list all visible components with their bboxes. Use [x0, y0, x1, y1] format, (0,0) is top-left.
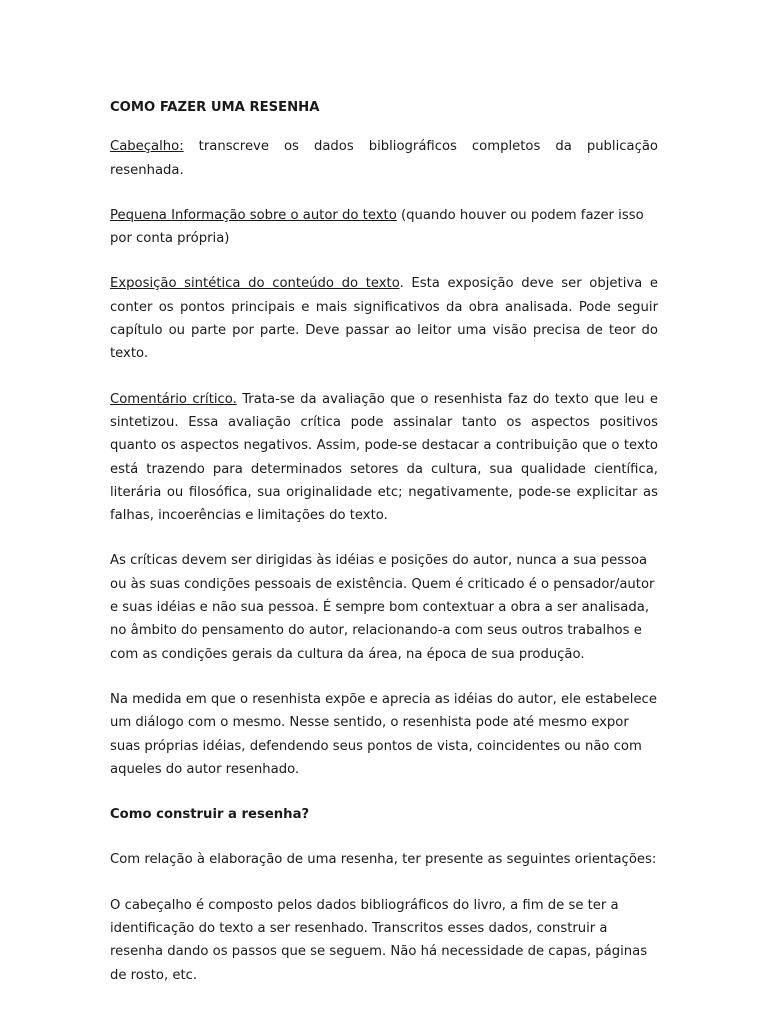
paragraph-exposicao [110, 272, 658, 365]
paragraph-label: Exposição sintética do conteúdo do texto [110, 276, 400, 292]
section-subtitle: Como construir a resenha? [110, 807, 310, 823]
paragraph-orientacoes: Com relação à elaboração de uma resenha, ter presente as seguintes orientações: [110, 852, 657, 868]
paragraph-autor [110, 204, 658, 251]
paragraph-text: Trata-se da avaliação que o resenhista faz do texto que leu e sintetizou. Essa avaliação crítica pode assinalar tanto os aspectos positivos quanto os aspectos negativos. Assim, pode-se destacar a contribuição que o texto está trazendo para determinados setores da cultura, sua qualidade científica, literária ou filosófica, sua originalidade etc; negativamente, pode-se explicitar as falhas, incoerências e limitações do texto. [110, 391, 658, 524]
paragraph-criticas: As críticas devem ser dirigidas às idéias e posições do autor, nunca a sua pessoa ou às suas condições pessoais de existência. Quem é criticado é o pensador/autor e suas idéias e não sua pessoa. É sempre bom contextuar a obra a ser analisada, no âmbito do pensamento do autor, relacionando-a com seus outros trabalhos e com as condições gerais da cultura da área, na época de sua produção. [110, 553, 655, 662]
paragraph-text: . Esta exposição deve ser objetiva e conter os pontos principais e mais significativos da obra analisada. Pode seguir capítulo ou parte por parte. Deve passar ao leitor uma visão precisa de teor do texto. [110, 276, 658, 362]
document-title: COMO FAZER UMA RESENHA [110, 100, 320, 115]
paragraph-comentario [110, 388, 658, 528]
paragraph-cabecalho [110, 135, 658, 182]
paragraph-cabecalho-composto: O cabeçalho é composto pelos dados bibliográficos do livro, a fim de se ter a identificação do texto a ser resenhado. Transcritos esses dados, construir a resenha dando os passos que se seguem. Não há necessidade de capas, páginas de rosto, etc. [110, 897, 648, 983]
paragraph-label: Comentário crítico. [110, 391, 237, 407]
paragraph-text: transcreve os dados bibliográficos completos da publicação resenhada. [110, 139, 658, 178]
document-page [110, 96, 658, 987]
paragraph-label: Cabeçalho: [110, 139, 184, 155]
paragraph-dialogo: Na medida em que o resenhista expõe e aprecia as idéias do autor, ele estabelece um diálogo com o mesmo. Nesse sentido, o resenhista pode até mesmo expor suas próprias idéias, defendendo seus pontos de vista, coincidentes ou não com aqueles do autor resenhado. [110, 691, 657, 777]
paragraph-label: Pequena Informação sobre o autor do texto [110, 207, 397, 223]
paragraph-text: (quando houver ou podem fazer isso por conta própria) [110, 207, 644, 247]
